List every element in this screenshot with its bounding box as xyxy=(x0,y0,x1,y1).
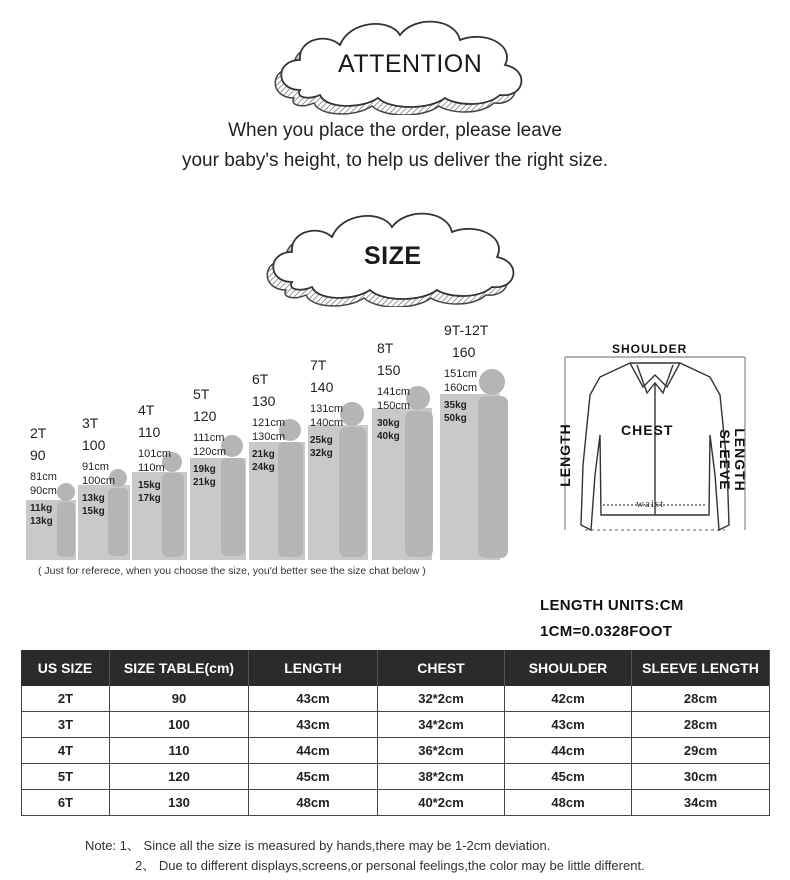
size-height: 150 xyxy=(377,362,401,378)
table-row xyxy=(21,790,770,816)
size-height: 90 xyxy=(30,447,46,463)
units-line-2: 1CM=0.0328FOOT xyxy=(540,623,673,640)
table-cell: 38*2cm xyxy=(378,764,505,790)
table-row xyxy=(21,686,770,712)
size-kg-max: 13kg xyxy=(30,516,53,527)
table-row xyxy=(21,764,770,790)
size-kg-max: 32kg xyxy=(310,448,333,459)
size-code: 2T xyxy=(30,425,47,441)
table-cell: 110 xyxy=(110,738,249,764)
table-cell: 36*2cm xyxy=(378,738,505,764)
size-cm-min: 141cm xyxy=(377,386,411,398)
size-group-2t xyxy=(30,425,57,527)
table-cell: 30cm xyxy=(632,764,770,790)
size-cm-max: 100cm xyxy=(82,475,116,487)
table-cell: 45cm xyxy=(505,764,632,790)
table-cell: 43cm xyxy=(505,712,632,738)
table-header: US SIZE xyxy=(21,650,110,686)
table-row xyxy=(21,712,770,738)
table-cell: 34*2cm xyxy=(378,712,505,738)
size-group-3t xyxy=(82,415,115,517)
waist-label: waist xyxy=(636,498,665,510)
units-line-1: LENGTH UNITS:CM xyxy=(540,597,684,614)
table-cell: 4T xyxy=(21,738,110,764)
table-header: SHOULDER xyxy=(505,650,632,686)
size-cm-min: 111cm xyxy=(193,432,225,444)
size-kg-max: 15kg xyxy=(82,506,105,517)
size-height: 100 xyxy=(82,437,106,453)
shoulder-label: SHOULDER xyxy=(612,342,688,356)
table-cell: 100 xyxy=(110,712,249,738)
size-kg-min: 11kg xyxy=(30,503,53,514)
size-group-8t xyxy=(377,340,410,442)
size-kg-min: 25kg xyxy=(310,435,333,446)
size-cm-min: 151cm xyxy=(444,368,478,380)
size-group-6t xyxy=(252,371,285,473)
table-cell: 42cm xyxy=(505,686,632,712)
sleeve-length-label: LENGTH xyxy=(732,428,748,492)
size-cm-max: 110m xyxy=(138,462,165,474)
note-line-2: 2、 Due to different displays,screens,or personal feelings,the color may be little different. xyxy=(135,858,645,873)
size-code: 3T xyxy=(82,415,99,431)
table-cell: 90 xyxy=(110,686,249,712)
size-code: 4T xyxy=(138,402,155,418)
table-cell: 120 xyxy=(110,764,249,790)
table-cell: 28cm xyxy=(632,712,770,738)
size-cm-max: 160cm xyxy=(444,382,478,394)
size-kg-max: 50kg xyxy=(444,413,467,424)
size-kg-min: 30kg xyxy=(377,418,400,429)
length-label: LENGTH xyxy=(557,423,573,487)
table-cell: 5T xyxy=(21,764,110,790)
size-kg-max: 21kg xyxy=(193,477,216,488)
sleeve-label: SLEEVE xyxy=(717,429,733,491)
table-header: SIZE TABLE(cm) xyxy=(110,650,249,686)
table-cell: 48cm xyxy=(505,790,632,816)
table-cell: 44cm xyxy=(249,738,378,764)
table-cell: 48cm xyxy=(249,790,378,816)
table-cell: 29cm xyxy=(632,738,770,764)
size-kg-min: 19kg xyxy=(193,464,216,475)
size-height: 120 xyxy=(193,408,217,424)
table-header: SLEEVE LENGTH xyxy=(632,650,770,686)
table-cell: 44cm xyxy=(505,738,632,764)
size-cm-max: 150cm xyxy=(377,400,411,412)
size-cm-min: 101cm xyxy=(138,448,172,460)
table-cell: 28cm xyxy=(632,686,770,712)
table-cell: 34cm xyxy=(632,790,770,816)
size-kg-min: 15kg xyxy=(138,480,161,491)
size-cm-min: 121cm xyxy=(252,417,286,429)
table-cell: 45cm xyxy=(249,764,378,790)
size-cm-min: 81cm xyxy=(30,471,57,483)
size-cm-max: 140cm xyxy=(310,417,344,429)
size-group-5t xyxy=(193,386,226,488)
size-table xyxy=(21,650,770,816)
size-height: 130 xyxy=(252,393,276,409)
size-cm-max: 130cm xyxy=(252,431,286,443)
table-cell: 43cm xyxy=(249,686,378,712)
size-kg-max: 24kg xyxy=(252,462,275,473)
table-cell: 32*2cm xyxy=(378,686,505,712)
size-kg-min: 13kg xyxy=(82,493,105,504)
size-kg-max: 40kg xyxy=(377,431,400,442)
table-cell: 2T xyxy=(21,686,110,712)
chest-label: CHEST xyxy=(621,422,674,438)
size-height: 110 xyxy=(138,424,161,440)
attention-title: ATTENTION xyxy=(338,50,483,78)
size-cm-max: 120cm xyxy=(193,446,227,458)
size-kg-min: 21kg xyxy=(252,449,275,460)
size-kg-min: 35kg xyxy=(444,400,467,411)
size-code: 7T xyxy=(310,357,327,373)
table-header-row xyxy=(21,650,770,686)
table-header: CHEST xyxy=(378,650,505,686)
size-code: 5T xyxy=(193,386,210,402)
table-row xyxy=(21,738,770,764)
size-code: 9T-12T xyxy=(444,322,489,338)
size-cm-min: 91cm xyxy=(82,461,109,473)
table-cell: 130 xyxy=(110,790,249,816)
table-cell: 3T xyxy=(21,712,110,738)
size-code: 8T xyxy=(377,340,394,356)
size-cm-max: 90cm xyxy=(30,485,57,497)
table-cell: 43cm xyxy=(249,712,378,738)
size-title: SIZE xyxy=(364,242,422,270)
size-cm-min: 131cm xyxy=(310,403,344,415)
size-code: 6T xyxy=(252,371,269,387)
size-group-4t xyxy=(138,402,171,504)
note-line-1: Note: 1、 Since all the size is measured by hands,there may be 1-2cm deviation. xyxy=(85,838,551,853)
table-cell: 40*2cm xyxy=(378,790,505,816)
disclaimer-text: ( Just for referece, when you choose the size, you'd better see the size chat below ) xyxy=(38,565,426,577)
size-height: 160 xyxy=(452,344,476,360)
intro-line-2: your baby's height, to help us deliver the right size. xyxy=(181,150,609,171)
intro-line-1: When you place the order, please leave xyxy=(228,120,562,141)
table-header: LENGTH xyxy=(249,650,378,686)
table-cell: 6T xyxy=(21,790,110,816)
size-group-9t-12t xyxy=(444,322,488,424)
size-kg-max: 17kg xyxy=(138,493,161,504)
size-height: 140 xyxy=(310,379,334,395)
size-group-7t xyxy=(310,357,343,459)
